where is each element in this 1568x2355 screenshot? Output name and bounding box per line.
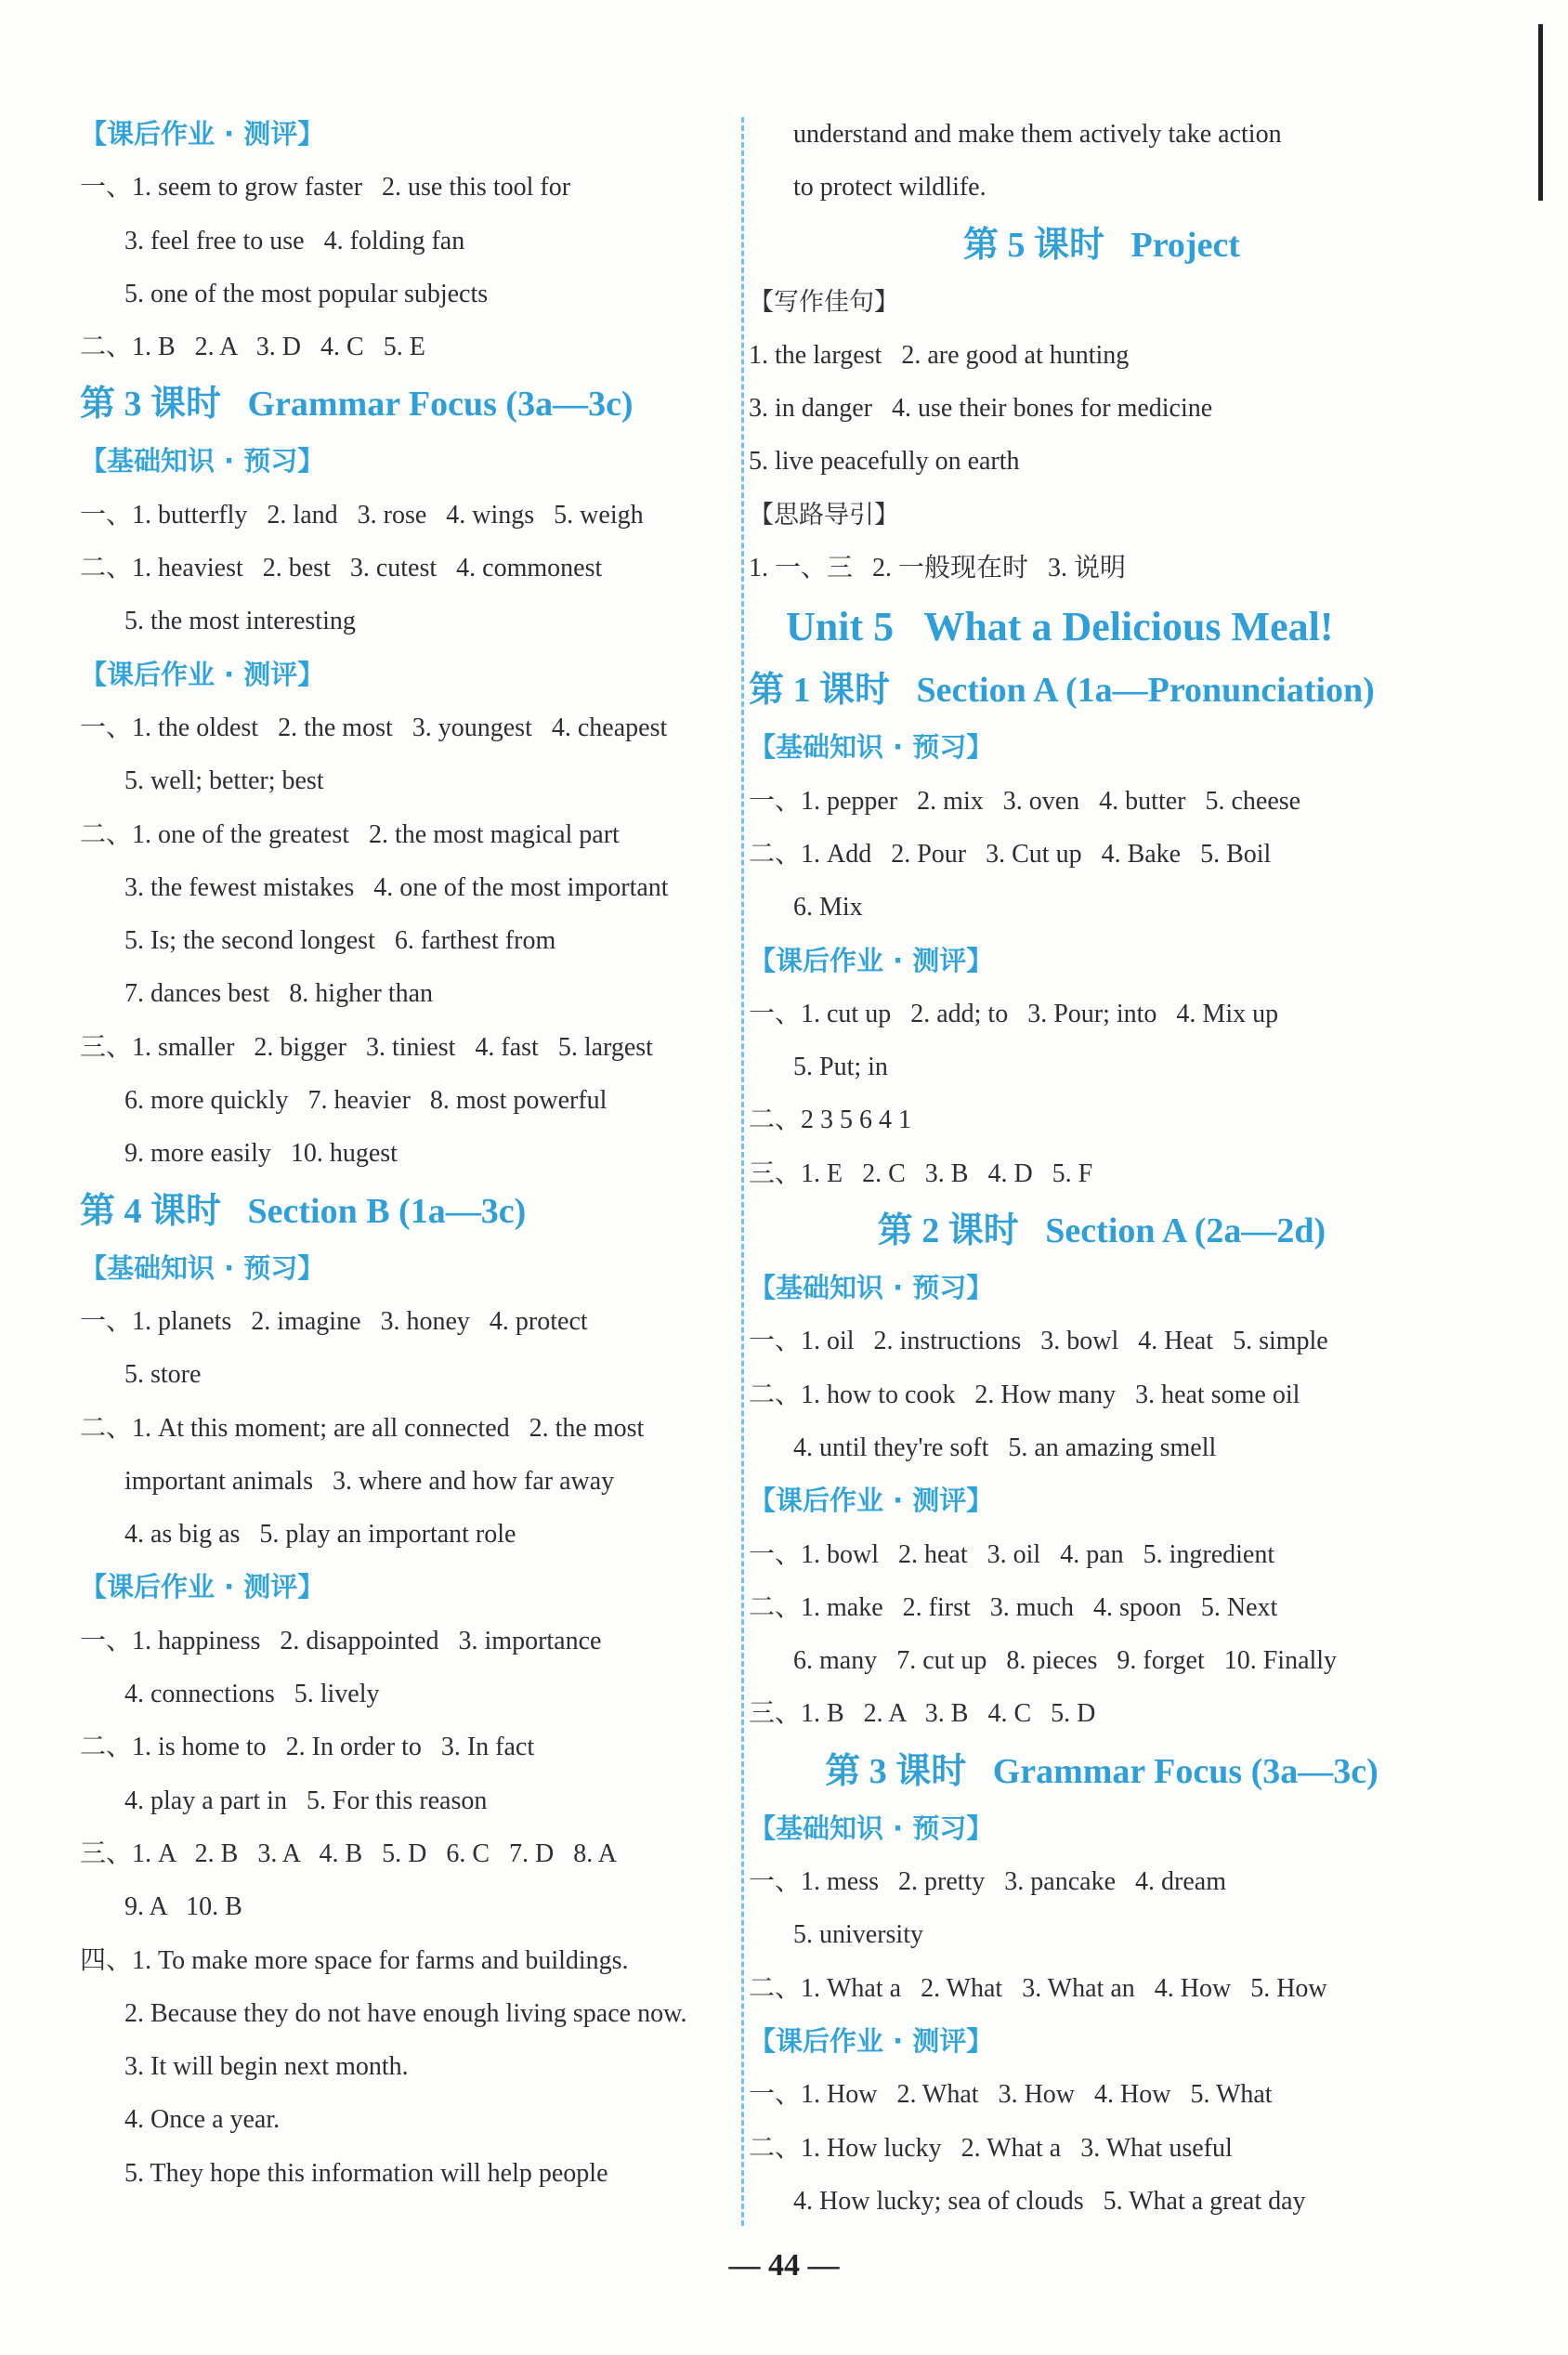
answer-line: 5. Is; the second longest 6. farthest from bbox=[124, 926, 556, 956]
answer-line: 4. as big as 5. play an important role bbox=[124, 1520, 516, 1550]
answer-line: 3. the fewest mistakes 4. one of the most important bbox=[124, 872, 669, 902]
lesson-title: 第 1 课时 Section A (1a—Pronunciation) bbox=[749, 671, 1375, 711]
lesson-title: 第 3 课时 Grammar Focus (3a—3c) bbox=[80, 385, 634, 425]
answer-line: 6. Mix bbox=[793, 893, 863, 922]
column-divider bbox=[741, 117, 744, 2226]
answer-line: 3. It will begin next month. bbox=[124, 2052, 409, 2082]
answer-line: 5. university bbox=[793, 1920, 923, 1950]
answer-line: 二、1. how to cook 2. How many 3. heat some oil bbox=[749, 1380, 1300, 1409]
answer-line: 一、1. planets 2. imagine 3. honey 4. protect bbox=[80, 1306, 588, 1336]
answer-line: 三、1. B 2. A 3. B 4. C 5. D bbox=[749, 1699, 1096, 1729]
answer-line: 3. in danger 4. use their bones for medicine bbox=[749, 394, 1213, 424]
section-heading: 【基础知识 · 预习】 bbox=[749, 1272, 994, 1304]
answer-line: 一、1. mess 2. pretty 3. pancake 4. dream bbox=[749, 1867, 1226, 1897]
answer-line: 二、1. B 2. A 3. D 4. C 5. E bbox=[80, 333, 425, 362]
answer-line: 一、1. How 2. What 3. How 4. How 5. What bbox=[749, 2080, 1273, 2110]
answer-line: to protect wildlife. bbox=[793, 173, 987, 203]
section-heading: 【基础知识 · 预习】 bbox=[80, 1251, 325, 1284]
lesson-title: 第 3 课时 Grammar Focus (3a—3c) bbox=[825, 1751, 1379, 1791]
answer-line: 5. one of the most popular subjects bbox=[124, 279, 489, 308]
answer-line: 5. They hope this information will help people bbox=[124, 2158, 608, 2188]
section-heading: 【课后作业 · 测评】 bbox=[749, 2024, 994, 2057]
note-heading: 【写作佳句】 bbox=[749, 287, 899, 317]
answer-line: 4. Once a year. bbox=[124, 2105, 281, 2135]
answer-line: 二、2 3 5 6 4 1 bbox=[749, 1106, 912, 1135]
answer-line: 5. well; better; best bbox=[124, 766, 324, 796]
section-heading: 【基础知识 · 预习】 bbox=[80, 445, 325, 478]
left-column bbox=[80, 108, 730, 2200]
answer-line: 一、1. cut up 2. add; to 3. Pour; into 4. Mix up bbox=[749, 999, 1279, 1028]
lesson-title: 第 2 课时 Section A (2a—2d) bbox=[877, 1211, 1326, 1251]
section-heading: 【课后作业 · 测评】 bbox=[749, 1485, 994, 1517]
answer-line: 一、1. pepper 2. mix 3. oven 4. butter 5. cheese bbox=[749, 786, 1301, 816]
answer-line: 1. 一、三 2. 一般现在时 3. 说明 bbox=[749, 554, 1127, 583]
answer-line: 二、1. Add 2. Pour 3. Cut up 4. Bake 5. Boil bbox=[749, 839, 1272, 869]
answer-line: 一、1. bowl 2. heat 3. oil 4. pan 5. ingredient bbox=[749, 1539, 1275, 1569]
answer-line: 三、1. smaller 2. bigger 3. tiniest 4. fast 5. largest bbox=[80, 1032, 653, 1062]
answer-line: 一、1. happiness 2. disappointed 3. importance bbox=[80, 1626, 602, 1655]
lesson-title: 第 5 课时 Project bbox=[963, 225, 1240, 265]
answer-line: 二、1. What a 2. What 3. What an 4. How 5. How bbox=[749, 1973, 1327, 2003]
answer-line: 4. How lucky; sea of clouds 5. What a great day bbox=[793, 2186, 1306, 2216]
answer-line: 5. Put; in bbox=[793, 1053, 888, 1082]
section-heading: 【课后作业 · 测评】 bbox=[80, 1571, 325, 1603]
answer-line: 三、1. A 2. B 3. A 4. B 5. D 6. C 7. D 8. A bbox=[80, 1838, 617, 1868]
unit-title: Unit 5 What a Delicious Meal! bbox=[786, 604, 1334, 650]
answer-line: 6. many 7. cut up 8. pieces 9. forget 10. Finally bbox=[793, 1646, 1338, 1676]
answer-line: 4. play a part in 5. For this reason bbox=[124, 1786, 488, 1815]
binding-mark bbox=[1538, 24, 1543, 201]
note-heading: 【思路导引】 bbox=[749, 500, 899, 530]
answer-line: 4. connections 5. lively bbox=[124, 1680, 380, 1709]
answer-line: 一、1. oil 2. instructions 3. bowl 4. Heat 5. simple bbox=[749, 1327, 1328, 1356]
answer-line: 二、1. is home to 2. In order to 3. In fact bbox=[80, 1733, 535, 1762]
answer-line: 二、1. one of the greatest 2. the most magical part bbox=[80, 819, 620, 849]
answer-line: 二、1. How lucky 2. What a 3. What useful bbox=[749, 2133, 1233, 2163]
answer-line: 四、1. To make more space for farms and buildings. bbox=[80, 1945, 629, 1975]
section-heading: 【基础知识 · 预习】 bbox=[749, 1812, 994, 1844]
answer-line: 5. live peacefully on earth bbox=[749, 447, 1020, 477]
section-heading: 【课后作业 · 测评】 bbox=[80, 118, 325, 150]
answer-line: 一、1. seem to grow faster 2. use this tool for bbox=[80, 173, 571, 203]
answer-line: 5. the most interesting bbox=[124, 607, 356, 636]
lesson-title: 第 4 课时 Section B (1a—3c) bbox=[80, 1191, 527, 1231]
page-number: — 44 — bbox=[728, 2248, 840, 2283]
answer-line: 二、1. heaviest 2. best 3. cutest 4. commonest bbox=[80, 554, 603, 583]
answer-line: 一、1. the oldest 2. the most 3. youngest 4. cheapest bbox=[80, 713, 668, 742]
answer-line: 二、1. At this moment; are all connected 2. the most bbox=[80, 1413, 645, 1443]
answer-line: 二、1. make 2. first 3. much 4. spoon 5. Next bbox=[749, 1592, 1278, 1622]
answer-line: 3. feel free to use 4. folding fan bbox=[124, 226, 465, 255]
answer-line: understand and make them actively take action bbox=[793, 120, 1282, 149]
answer-line: 6. more quickly 7. heavier 8. most powerful bbox=[124, 1086, 608, 1116]
section-heading: 【基础知识 · 预习】 bbox=[749, 731, 994, 764]
answer-line: 9. more easily 10. hugest bbox=[124, 1139, 398, 1169]
section-heading: 【课后作业 · 测评】 bbox=[80, 658, 325, 690]
answer-line: 7. dances best 8. higher than bbox=[124, 979, 434, 1009]
answer-line: important animals 3. where and how far away bbox=[124, 1466, 615, 1496]
answer-line: 9. A 10. B bbox=[124, 1892, 242, 1922]
answer-line: 三、1. E 2. C 3. B 4. D 5. F bbox=[749, 1158, 1093, 1188]
right-column bbox=[749, 108, 1455, 2228]
answer-line: 4. until they're soft 5. an amazing smell bbox=[793, 1433, 1217, 1462]
answer-line: 一、1. butterfly 2. land 3. rose 4. wings 5. weigh bbox=[80, 500, 644, 530]
answer-line: 1. the largest 2. are good at hunting bbox=[749, 340, 1130, 370]
answer-line: 2. Because they do not have enough living space now. bbox=[124, 1998, 687, 2028]
answer-line: 5. store bbox=[124, 1360, 202, 1390]
section-heading: 【课后作业 · 测评】 bbox=[749, 944, 994, 976]
